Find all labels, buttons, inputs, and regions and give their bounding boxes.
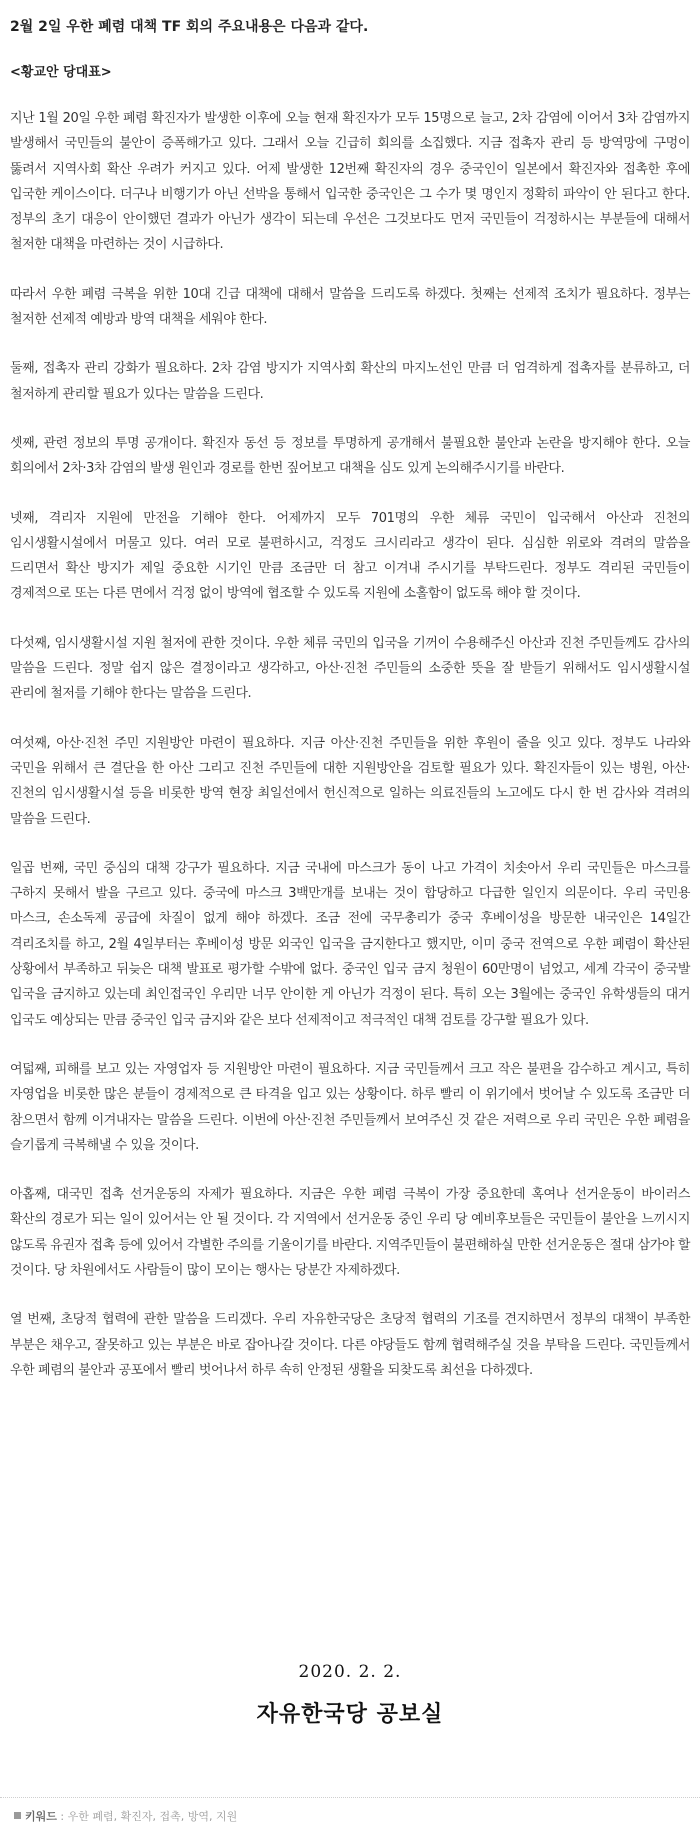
keyword-separator: : <box>56 1810 68 1823</box>
paragraph-5th: 다섯째, 임시생활시설 지원 철저에 관한 것이다. 우한 체류 국민의 입국을 기꺼이 수용해주신 아산과 진천 주민들께도 감사의 말씀을 드린다. 정말 쉽지 않은 결정이라고 생각하고, 아산·진천 주민들의 소중한 뜻을 잘 받들기 위해서도 임시생활시설 관리에 철저를 기해야 한다는 말씀을 드린다. <box>10 635 690 702</box>
keyword-link[interactable]: 확진자 <box>120 1810 153 1823</box>
paragraph-3rd: 셋째, 관련 정보의 투명 공개이다. 확진자 동선 등 정보를 투명하게 공개해서 불필요한 불안과 논란을 방지해야 한다. 오늘 회의에서 2차·3차 감염의 발생 원인과 경로를 한번 짚어보고 대책을 심도 있게 논의해주시기를 바란다. <box>10 435 690 477</box>
organization-name: 자유한국당 공보실 <box>256 1702 444 1727</box>
paragraph-8th: 여덟째, 피해를 보고 있는 자영업자 등 지원방안 마련이 필요하다. 지금 국민들께서 크고 작은 불편을 감수하고 계시고, 특히 자영업을 비롯한 많은 분들이 경제적으로 큰 타격을 입고 있는 상황이다. 하루 빨리 이 위기에서 벗어날 수 있도록 조금만 더 참으면서 함께 이겨내자는 말씀을 드린다. 이번에 아산·진천 주민들께서 보여주신 것 같은 저력으로 우리 국민은 우한 폐렴을 슬기롭게 극복해낼 수 있을 것이다. <box>10 1061 690 1153</box>
paragraph-10th: 열 번째, 초당적 협력에 관한 말씀을 드리겠다. 우리 자유한국당은 초당적 협력의 기조를 견지하면서 정부의 대책이 부족한 부분은 채우고, 잘못하고 있는 부분은 바로 잡아나갈 것이다. 다른 야당들도 함께 협력해주실 것을 부탁을 드린다. 국민들께서 우한 폐렴의 불안과 공포에서 빨리 벗어나서 하루 속히 안정된 생활을 되찾도록 최선을 다하겠다. <box>10 1312 690 1378</box>
paragraph-9th: 아홉째, 대국민 접촉 선거운동의 자제가 필요하다. 지금은 우한 폐렴 극복이 가장 중요한데 혹여나 선거운동이 바이러스 확산의 경로가 되는 일이 있어서는 안 될 것이다. 각 지역에서 선거운동 중인 우리 당 예비후보들은 국민들이 불안을 느끼시지 않도록 유권자 접촉 등에 있어서 각별한 주의를 기울이기를 바란다. 지역주민들이 불편해하실 만한 선거운동은 절대 삼가야 할 것이다. 당 차원에서도 사람들이 많이 모이는 행사는 당분간 자제하겠다. <box>10 1187 690 1278</box>
paragraph-6th: 여섯째, 아산·진천 주민 지원방안 마련이 필요하다. 지금 아산·진천 주민들을 위한 후원이 줄을 잇고 있다. 정부도 나라와 국민을 위해서 큰 결단을 한 아산 그리고 진천 주민들에 대한 지원방안을 검토할 필요가 있다. 확진자들이 있는 병원, 아산·진천의 임시생활시설 등을 비롯한 방역 현장 최일선에서 헌신적으로 일하는 의료진들의 노고에도 다시 한 번 감사와 격려의 말씀을 드린다. <box>10 735 690 827</box>
paragraph-4th: 넷째, 격리자 지원에 만전을 기해야 한다. 어제까지 모두 701명의 우한 체류 국민이 입국해서 아산과 진천의 임시생활시설에서 머물고 있다. 여러 모로 불편하시고, 걱정도 크시리라고 생각이 된다. 심심한 위로와 격려의 말씀을 드리면서 확산 방지가 제일 중요한 시기인 만큼 조금만 더 참고 이겨내 주시기를 부탁드린다. 정부도 격리된 국민들이 경제적으로 또는 다른 면에서 걱정 없이 방역에 협조할 수 있도록 지원에 소홀함이 없도록 해야 할 것이다. <box>10 510 690 602</box>
headline: 2월 2일 우한 폐렴 대책 TF 회의 주요내용은 다음과 같다. <box>10 19 369 35</box>
keyword-list: 키워드 : 우한 폐렴, 확진자, 접촉, 방역, 지원 <box>14 1808 237 1824</box>
keyword-footer <box>0 1797 700 1834</box>
release-date: 2020. 2. 2. <box>298 1662 402 1682</box>
speaker-label: <황교안 당대표> <box>10 65 112 80</box>
paragraph-1st: 따라서 우한 폐렴 극복을 위한 10대 긴급 대책에 대해서 말씀을 드리도록 하겠다. 첫째는 선제적 조치가 필요하다. 정부는 철저한 선제적 예방과 방역 대책을 세워야 한다. <box>10 286 690 328</box>
keyword-link[interactable]: 지원 <box>216 1810 238 1823</box>
article-body <box>10 8 690 1407</box>
keyword-label: 키워드 <box>25 1810 57 1823</box>
paragraph-2nd: 둘째, 접촉자 관리 강화가 필요하다. 2차 감염 방지가 지역사회 확산의 마지노선인 만큼 더 엄격하게 접촉자를 분류하고, 더 철저하게 관리할 필요가 있다는 말씀을 드린다. <box>10 361 690 402</box>
square-bullet-icon <box>14 1812 21 1819</box>
paragraph-intro: 지난 1월 20일 우한 폐렴 확진자가 발생한 이후에 오늘 현재 확진자가 모두 15명으로 늘고, 2차 감염에 이어서 3차 감염까지 발생해서 국민들의 불안이 증폭해가고 있다. 그래서 오늘 긴급히 회의를 소집했다. 지금 접촉자 관리 등 방역망에 구멍이 뚫려서 지역사회 확산 우려가 커지고 있다. 어제 발생한 12번째 확진자의 경우 중국인이 일본에서 확진자와 접촉한 후에 입국한 케이스이다. 더구나 비행기가 아닌 선박을 통해서 입국한 중국인은 그 수가 몇 명인지 정확히 파악이 안 된다고 한다. 정부의 초기 대응이 안이했던 결과가 아닌가 생각이 되는데 우선은 그것보다도 먼저 국민들이 걱정하시는 부분들에 대해서 철저한 대책을 마련하는 것이 시급하다. <box>10 111 690 253</box>
keyword-link[interactable]: 접촉 <box>159 1810 181 1823</box>
paragraph-7th: 일곱 번째, 국민 중심의 대책 강구가 필요하다. 지금 국내에 마스크가 동이 나고 가격이 치솟아서 우리 국민들은 마스크를 구하지 못해서 발을 구르고 있다. 중국에 마스크 3백만개를 보내는 것이 합당하고 다급한 일인지 의문이다. 우리 국민용 마스크, 손소독제 공급에 차질이 없게 해야 하겠다. 조금 전에 국무총리가 중국 후베이성을 방문한 내국인은 14일간 격리조치를 하고, 2월 4일부터는 후베이성 방문 외국인 입국을 금지한다고 했지만, 이미 중국 전역으로 우한 폐렴이 확산된 상황에서 부족하고 뒤늦은 대책 발표로 평가할 수밖에 없다. 중국인 입국 금지 청원이 60만명이 넘었고, 세계 각국이 중국발 입국을 금지하고 있는데 최인접국인 우리만 너무 안이한 게 아닌가 걱정이 된다. 특히 오는 3월에는 중국인 유학생들의 대거 입국도 예상되는 만큼 중국인 입국 금지와 같은 보다 선제적이고 적극적인 대책 검토를 강구할 필요가 있다. <box>10 860 690 1028</box>
keyword-link[interactable]: 우한 폐렴 <box>67 1810 114 1823</box>
keyword-link[interactable]: 방역 <box>187 1810 210 1823</box>
